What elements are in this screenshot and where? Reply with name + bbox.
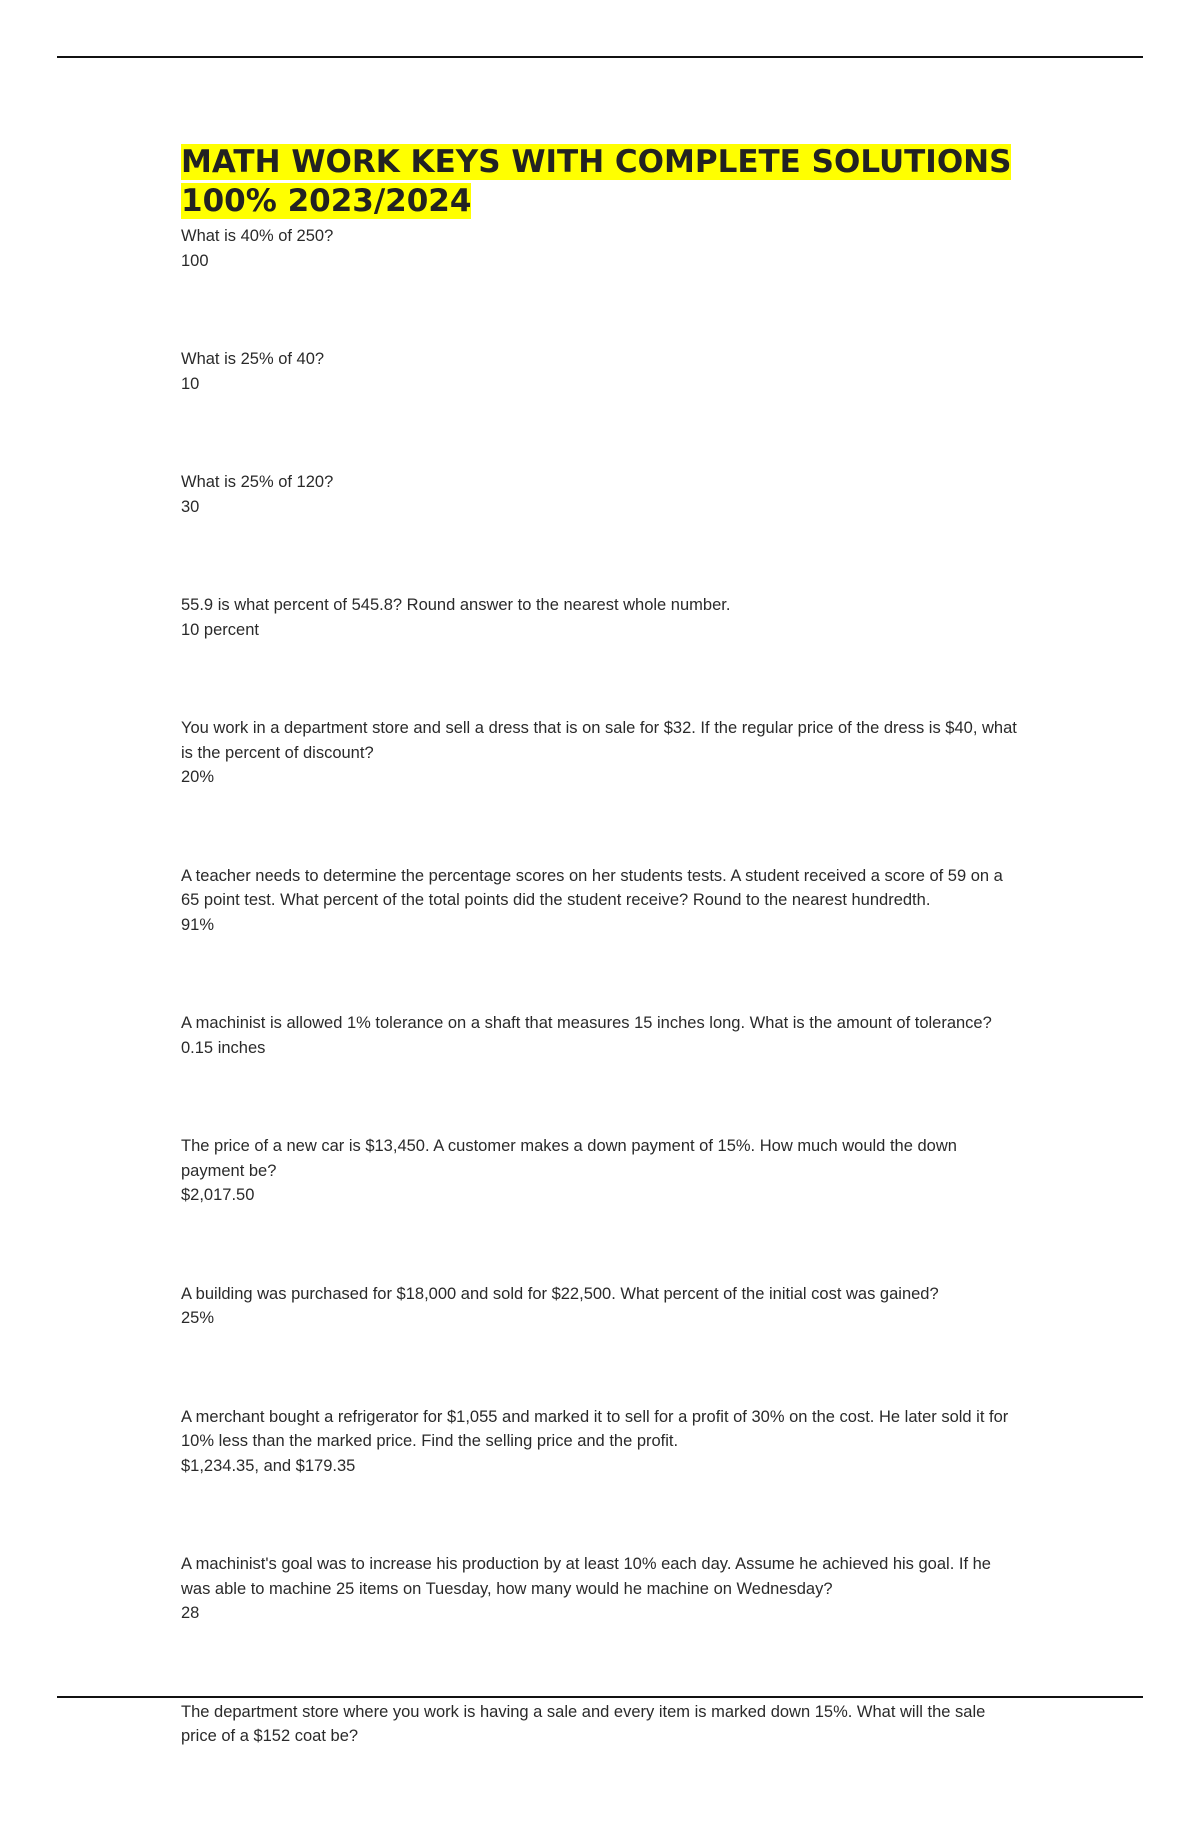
question-text: A teacher needs to determine the percentage scores on her students tests. A student received a score of 59 on a 65 point test. What percent of the total points did the student receive? Round to the nearest hundredth. [181,866,1003,909]
qa-item-2 [181,347,1021,396]
answer-text: 0.15 inches [181,1038,266,1057]
qa-item-7 [181,1011,1021,1060]
answer-text: $2,017.50 [181,1186,255,1204]
document-title [181,143,1021,221]
qa-item-10 [181,1405,1021,1479]
qa-item-9 [181,1282,1021,1331]
title-highlight: MATH WORK KEYS WITH COMPLETE SOLUTIONS 100% 2023/2024 [181,144,1012,219]
question-text: A building was purchased for $18,000 and sold for $22,500. What percent of the initial cost was gained? [181,1284,939,1303]
qa-item-8 [181,1134,1021,1208]
answer-text: 100 [181,251,209,270]
question-text: What is 25% of 120? [181,473,334,491]
question-text: 55.9 is what percent of 545.8? Round answer to the nearest whole number. [181,596,731,614]
question-text: A machinist is allowed 1% tolerance on a shaft that measures 15 inches long. What is the amount of tolerance? [181,1014,992,1032]
document-body [181,143,1021,1823]
qa-item-5 [181,716,1021,790]
question-text: A merchant bought a refrigerator for $1,055 and marked it to sell for a profit of 30% on the cost. He later sold it for 10% less than the marked price. Find the selling price and the profit. [181,1407,1009,1450]
question-text: What is 25% of 40? [181,350,325,368]
question-text: What is 40% of 250? [181,227,334,245]
qa-item-4 [181,593,1021,642]
qa-item-6 [181,864,1021,938]
answer-text: 91% [181,915,215,934]
answer-text: 10 percent [181,620,259,639]
question-text: The department store where you work is having a sale and every item is marked down 15%. What will the sale price of a $152 coat be? [181,1702,986,1745]
answer-text: 28 [181,1604,200,1622]
question-text: The price of a new car is $13,450. A customer makes a down payment of 15%. How much would the down payment be? [181,1137,957,1180]
question-text: A machinist's goal was to increase his production by at least 10% each day. Assume he achieved his goal. If he was able to machine 25 items on Tuesday, how many would he machine on Wednesday? [181,1555,991,1598]
answer-text: 20% [181,768,215,786]
bottom-rule [57,1696,1143,1698]
qa-item-12 [181,1700,1021,1749]
answer-text: 25% [181,1309,215,1327]
answer-text: 10 [181,374,200,393]
answer-text: 30 [181,497,200,516]
qa-item-11 [181,1552,1021,1626]
qa-item-3 [181,470,1021,519]
question-text: You work in a department store and sell a dress that is on sale for $32. If the regular price of the dress is $40, what is the percent of discount? [181,719,1017,762]
top-rule [57,56,1143,58]
answer-text: $1,234.35, and $179.35 [181,1456,356,1475]
qa-item-1 [181,224,1021,273]
